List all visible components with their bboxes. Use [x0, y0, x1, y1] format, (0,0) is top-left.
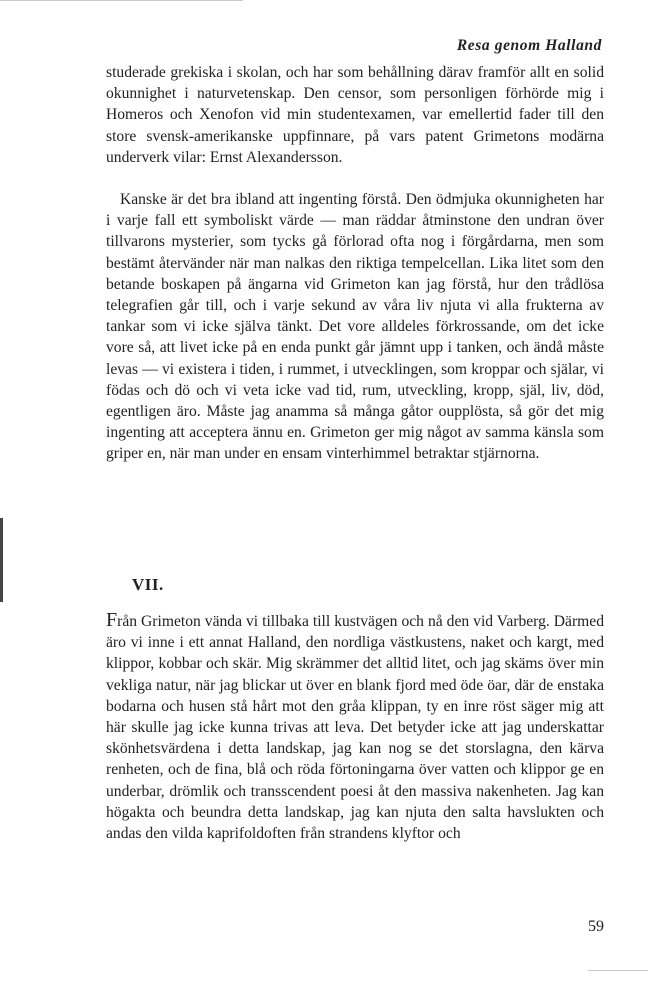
top-rule: [0, 0, 243, 1]
running-head: Resa genom Halland: [456, 37, 602, 54]
bottom-rule: [588, 970, 648, 971]
section-paragraph: [106, 610, 604, 844]
section-initial-letter: F: [106, 609, 118, 631]
binding-edge-mark: [0, 518, 3, 602]
page-number: 59: [588, 918, 604, 935]
section-heading: VII.: [132, 575, 164, 594]
paragraph-2: [106, 189, 604, 465]
section-paragraph-text: rån Grimeton vända vi tillbaka till kustvägen och nå den vid Varberg. Därmed äro vi inne i ett annat Halland, den nordliga västkustens, naket och kargt, med klippor, kobbar och skär. Mig skrämmer det alltid litet, och jag skäms över min vekliga natur, när jag blickar ut över en blank fjord med öde öar, där de enstaka bodarna och husen stå hårt mot den gråa klippan, ty en inre röst säger mig att här skulle jag icke kunna trivas att leva. Det betyder icke att jag underskattar skönhetsvärdena i detta landskap, jag kan nog se det storslagna, den kärva renheten, och de fina, blå och röda förtoningarna över vatten och klippor ge en underbar, drömlik och transscendent poesi åt den massiva nakenheten. Jag kan högakta och beundra detta landskap, jag kan njuta den salta havslukten och andas den vilda kaprifoldoften från strandens klyftor och: [106, 613, 604, 843]
paragraph-2-text: Kanske är det bra ibland att ingenting förstå. Den ödmjuka okunnigheten har i varje fall ett symboliskt värde — man räddar åtminstone den undran över tillvarons mysterier, som tycks gå förlorad ofta nog i förgårdarna, men som bestämt återvänder när man nalkas den riktiga tempelcellan. Lika litet som den betande boskapen på ängarna vid Grimeton kan jag förstå, hur den trådlösa telegrafien går till, och i varje sekund av våra liv njuta vi alla frukterna av tankar som vi icke själva tänkt. Det vore alldeles förkrossande, om det icke vore så, att livet icke på en enda punkt går jämnt upp i tanken, och ändå måste levas — vi existera i tiden, i rummet, i utvecklingen, som kroppar och själar, vi födas och dö och vi veta icke vad tid, rum, utveckling, kropp, själ, liv, död, egentligen äro. Måste jag anamma så många gåtor oupplösta, så gör det mig ingenting att acceptera ännu en. Grimeton ger mig något av samma känsla som griper en, när man under en ensam vinterhimmel betraktar stjärnorna.: [106, 191, 604, 463]
paragraph-1: studerade grekiska i skolan, och har som behållning därav framför allt en solid okunnighet i naturvetenskap. Den censor, som personligen förhörde mig i Homeros och Xenofon vid min studentexamen, var emellertid fader till den store svensk-amerikanske uppfinnare, på vars patent Grimetons modärna underverk vilar: Ernst Alexandersson.: [106, 64, 604, 166]
